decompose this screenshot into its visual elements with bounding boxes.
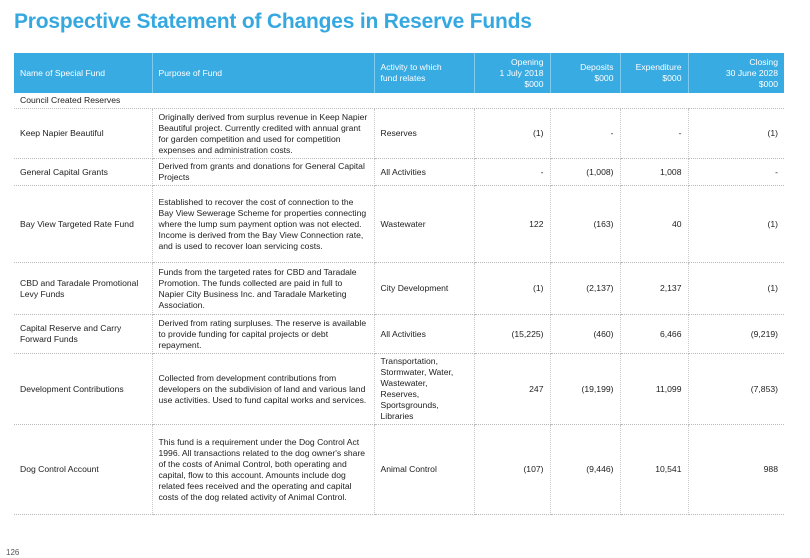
closing-value: 988	[688, 425, 784, 515]
fund-activity: All Activities	[374, 315, 474, 354]
fund-name: Keep Napier Beautiful	[14, 109, 152, 159]
deposits-value: (1,008)	[550, 159, 620, 186]
deposits-value: (460)	[550, 315, 620, 354]
table-row	[14, 109, 784, 159]
expenditure-value: 2,137	[620, 263, 688, 315]
fund-activity: Wastewater	[374, 186, 474, 263]
reserve-funds-table	[14, 53, 784, 515]
opening-value: (15,225)	[474, 315, 550, 354]
header-expenditure: Expenditure $000	[620, 53, 688, 93]
section-label: Council Created Reserves	[14, 93, 784, 109]
fund-activity: All Activities	[374, 159, 474, 186]
table-row	[14, 159, 784, 186]
page-number: 126	[6, 548, 20, 557]
opening-value: (1)	[474, 263, 550, 315]
fund-purpose: Established to recover the cost of connection to the Bay View Sewerage Scheme for properties connecting where the lump sum payment option was not elected. Income is derived from the Bay View Connection rate, and is used to recover loan servicing costs.	[152, 186, 374, 263]
fund-name: CBD and Taradale Promotional Levy Funds	[14, 263, 152, 315]
deposits-value: (163)	[550, 186, 620, 263]
opening-value: -	[474, 159, 550, 186]
header-purpose: Purpose of Fund	[152, 53, 374, 93]
section-row	[14, 93, 784, 109]
fund-name: Development Contributions	[14, 354, 152, 425]
table-row	[14, 186, 784, 263]
header-closing: Closing 30 June 2028 $000	[688, 53, 784, 93]
fund-purpose: Derived from rating surpluses. The reserve is available to provide funding for capital projects or debt repayment.	[152, 315, 374, 354]
closing-value: (7,853)	[688, 354, 784, 425]
closing-value: (1)	[688, 109, 784, 159]
closing-value: (1)	[688, 263, 784, 315]
table-header-row	[14, 53, 784, 93]
header-activity: Activity to which fund relates	[374, 53, 474, 93]
closing-value: -	[688, 159, 784, 186]
deposits-value: (2,137)	[550, 263, 620, 315]
fund-purpose: Funds from the targeted rates for CBD and Taradale Promotion. The funds collected are paid in full to Napier City Business Inc. and Taradale Marketing Association.	[152, 263, 374, 315]
fund-name: General Capital Grants	[14, 159, 152, 186]
fund-name: Capital Reserve and Carry Forward Funds	[14, 315, 152, 354]
fund-name: Dog Control Account	[14, 425, 152, 515]
opening-value: (1)	[474, 109, 550, 159]
table-row	[14, 425, 784, 515]
expenditure-value: 40	[620, 186, 688, 263]
table-row	[14, 354, 784, 425]
expenditure-value: 11,099	[620, 354, 688, 425]
opening-value: (107)	[474, 425, 550, 515]
closing-value: (9,219)	[688, 315, 784, 354]
fund-purpose: Collected from development contributions from developers on the subdivision of land and various land use activities. Used to fund capital works and services.	[152, 354, 374, 425]
expenditure-value: 1,008	[620, 159, 688, 186]
fund-purpose: Originally derived from surplus revenue in Keep Napier Beautiful project. Currently credited with annual grant for garden competition and used for competition expenses and administration costs.	[152, 109, 374, 159]
header-opening: Opening 1 July 2018 $000	[474, 53, 550, 93]
fund-activity: City Development	[374, 263, 474, 315]
page-title: Prospective Statement of Changes in Reserve Funds	[14, 10, 532, 33]
deposits-value: -	[550, 109, 620, 159]
expenditure-value: 10,541	[620, 425, 688, 515]
table-row	[14, 263, 784, 315]
opening-value: 247	[474, 354, 550, 425]
deposits-value: (9,446)	[550, 425, 620, 515]
expenditure-value: -	[620, 109, 688, 159]
closing-value: (1)	[688, 186, 784, 263]
expenditure-value: 6,466	[620, 315, 688, 354]
fund-purpose: This fund is a requirement under the Dog Control Act 1996. All transactions related to the dog owner's share of the costs of Animal Control, both operating and capital, flow to this account. Amounts include dog related fees received and the operating and capital costs of the dog related activity of Animal Control.	[152, 425, 374, 515]
fund-name: Bay View Targeted Rate Fund	[14, 186, 152, 263]
opening-value: 122	[474, 186, 550, 263]
fund-activity: Transportation, Stormwater, Water, Wastewater, Reserves, Sportsgrounds, Libraries	[374, 354, 474, 425]
fund-purpose: Derived from grants and donations for General Capital Projects	[152, 159, 374, 186]
fund-activity: Reserves	[374, 109, 474, 159]
header-deposits: Deposits $000	[550, 53, 620, 93]
table-row	[14, 315, 784, 354]
fund-activity: Animal Control	[374, 425, 474, 515]
header-name: Name of Special Fund	[14, 53, 152, 93]
deposits-value: (19,199)	[550, 354, 620, 425]
